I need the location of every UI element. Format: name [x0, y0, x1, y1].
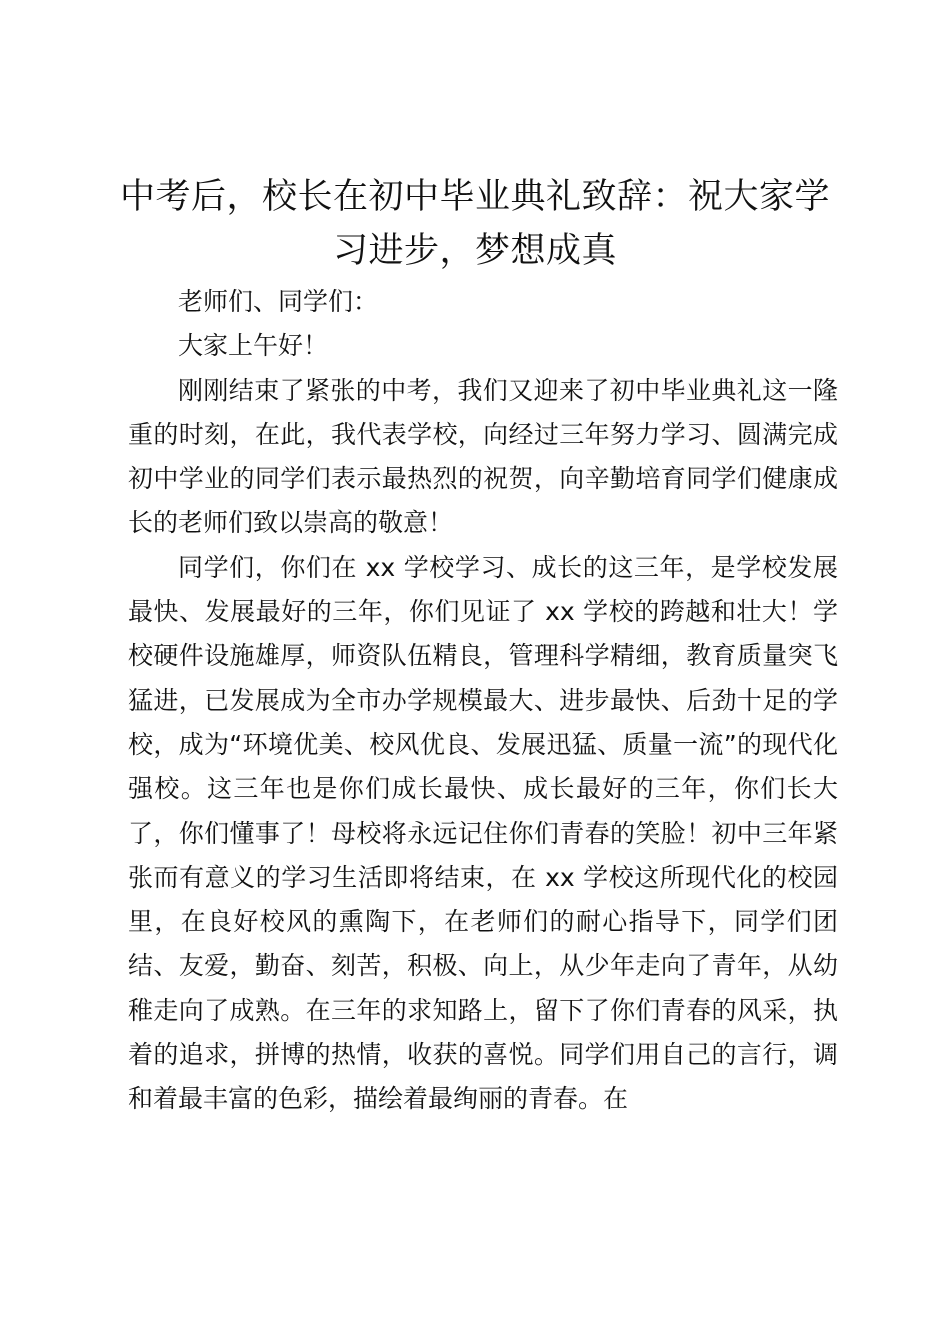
salutation: 老师们、同学们： [178, 287, 379, 316]
greeting: 大家上午好！ [178, 331, 329, 361]
paragraph-three-years: 同学们，你们在 xx 学校学习、成长的这三年，是学校发展最快、发展最好的三年，你们见证了 xx 学校的跨越和壮大！学校硬件设施雄厚，师资队伍精良，管理科学精细，教育质量突飞猛进，已发展成为全市办学规模最大、进步最快、后劲十足的学校，成为“环境优美、校风优良、发展迅猛、质量一流”的现代化强校。这三年也是你们成长最快、成长最好的三年，你们长大了，你们懂事了！母校将永远记住你们青春的笑脸！初中三年紧张而有意义的学习生活即将结束，在 xx 学校这所现代化的校园里，在良好校风的熏陶下，在老师们的耐心指导下，同学们团结、友爱，勤奋、刻苦，积极、向上，从少年走向了青年，从幼稚走向了成熟。在三年的求知路上，留下了你们青春的风采，执着的追求，拼博的热情，收获的喜悦。同学们用自己的言行，调和着最丰富的色彩，描绘着最绚丽的青春。在 [128, 552, 838, 1114]
document-title: 中考后，校长在初中毕业典礼致辞：祝大家学习进步，梦想成真 [119, 177, 830, 271]
paragraph-congratulations: 刚刚结束了紧张的中考，我们又迎来了初中毕业典礼这一隆重的时刻，在此，我代表学校，向经过三年努力学习、圆满完成初中学业的同学们表示最热烈的祝贺，向辛勤培育同学们健康成长的老师们致以崇高的敬意！ [128, 375, 838, 538]
document-body [128, 280, 838, 1122]
